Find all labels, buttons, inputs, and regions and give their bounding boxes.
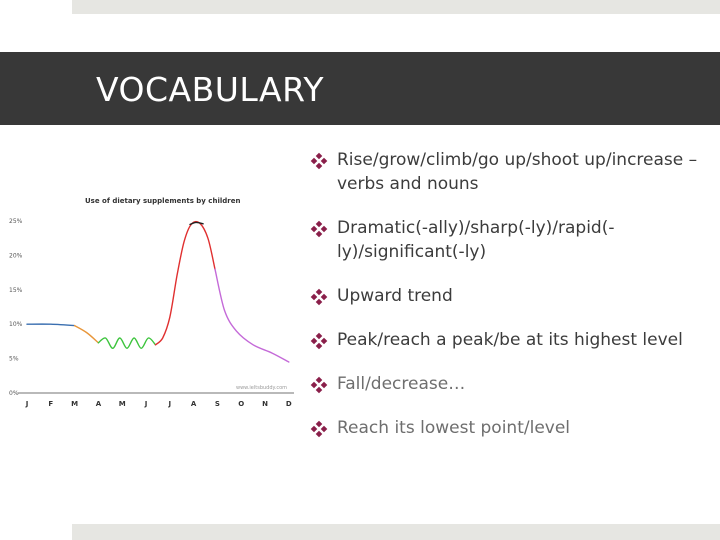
slide-title: VOCABULARY <box>96 70 325 109</box>
series-line-segment <box>98 338 155 348</box>
x-tick-label: F <box>48 400 54 408</box>
list-item <box>310 148 705 196</box>
x-tick-label: J <box>144 400 148 408</box>
bottom-decor-bar <box>72 524 720 540</box>
x-tick-label: M <box>118 400 126 408</box>
line-chart <box>0 190 300 415</box>
vocabulary-list <box>310 148 705 460</box>
list-item <box>310 372 705 396</box>
y-tick-label: 5% <box>9 355 19 363</box>
x-tick-label: N <box>262 400 268 408</box>
y-tick-label: 15% <box>9 286 23 294</box>
y-tick-label: 25% <box>9 218 23 225</box>
four-petal-diamond-icon <box>310 152 328 170</box>
list-item <box>310 416 705 440</box>
four-petal-diamond-icon <box>310 420 328 438</box>
x-tick-label: M <box>71 400 79 408</box>
series-line-segment <box>215 269 289 362</box>
four-petal-diamond-icon <box>310 288 328 306</box>
x-tick-label: A <box>190 400 197 408</box>
y-tick-label: 10% <box>9 321 23 329</box>
list-item-text: Peak/reach a peak/be at its highest level <box>337 330 683 350</box>
x-tick-label: O <box>238 400 245 408</box>
four-petal-diamond-icon <box>310 220 328 238</box>
chart-watermark: www.ieltsbuddy.com <box>236 385 288 391</box>
x-tick-label: D <box>285 400 292 408</box>
four-petal-diamond-icon <box>310 332 328 350</box>
y-tick-label: 0% <box>9 390 19 397</box>
list-item-text: Upward trend <box>337 286 453 306</box>
series-line-segment <box>156 222 216 345</box>
x-tick-label: J <box>25 400 29 408</box>
x-tick-label: J <box>168 400 172 408</box>
series-line-segment <box>75 326 99 343</box>
list-item-text: Rise/grow/climb/go up/shoot up/increase – verbs and nouns <box>337 150 698 194</box>
four-petal-diamond-icon <box>310 376 328 394</box>
x-tick-label: S <box>214 400 220 408</box>
list-item-text: Dramatic(-ally)/sharp(-ly)/rapid(-ly)/significant(-ly) <box>337 218 615 262</box>
list-item <box>310 284 705 308</box>
top-decor-bar <box>72 0 720 14</box>
chart-title: Use of dietary supplements by children <box>85 197 241 205</box>
y-tick-label: 20% <box>9 252 23 260</box>
list-item <box>310 328 705 352</box>
list-item-text: Reach its lowest point/level <box>337 418 571 438</box>
series-line-segment <box>27 324 75 325</box>
x-tick-label: A <box>95 400 102 408</box>
list-item <box>310 216 705 264</box>
list-item-text: Fall/decrease… <box>337 374 466 394</box>
